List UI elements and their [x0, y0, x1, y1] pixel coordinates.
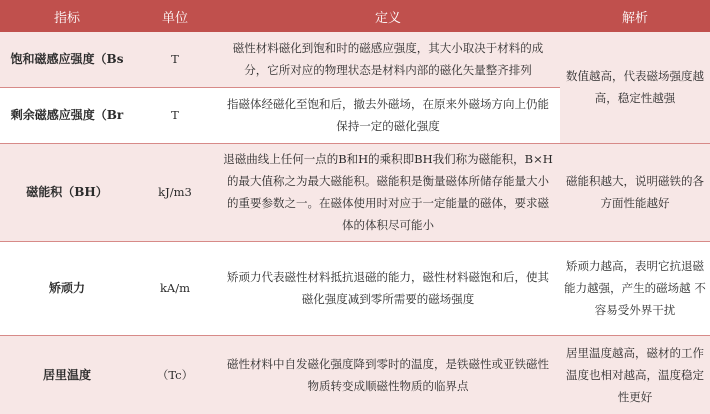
unit-cell: T: [134, 87, 216, 143]
analysis-cell: 数值越高，代表磁场强度越高，稳定性越强: [560, 32, 710, 143]
unit-cell: （Tc）: [134, 335, 216, 414]
indicator-cell: 居里温度: [0, 335, 134, 414]
unit-cell: kA/m: [134, 241, 216, 335]
definition-cell: 指磁体经磁化至饱和后，撤去外磁场，在原来外磁场方向上仍能保持一定的磁化强度: [216, 87, 560, 143]
definition-cell: 磁性材料磁化到饱和时的磁感应强度，其大小取决于材料的成分，它所对应的物理状态是材料内部的磁化矢量整齐排列: [216, 32, 560, 87]
table-row: [0, 335, 710, 414]
indicator-cell: 剩余磁感应强度（Br: [0, 87, 134, 143]
definition-cell: 退磁曲线上任何一点的B和H的乘积即BH我们称为磁能积，B×H的最大值称之为最大磁能积。磁能积是衡量磁体所储存能量大小的重要参数之一。在磁体使用时对应于一定能量的磁体，要求磁体的体积尽可能小: [216, 143, 560, 241]
table-row: [0, 143, 710, 241]
analysis-cell: 磁能积越大，说明磁铁的各方面性能越好: [560, 143, 710, 241]
analysis-cell: 矫顽力越高，表明它抗退磁能力越强，产生的磁场越 不容易受外界干扰: [560, 241, 710, 335]
indicator-cell: 磁能积（BH）: [0, 143, 134, 241]
header-analysis: 解析: [560, 0, 710, 32]
unit-cell: T: [134, 32, 216, 87]
unit-cell: kJ/m3: [134, 143, 216, 241]
indicator-cell: 矫顽力: [0, 241, 134, 335]
analysis-cell: 居里温度越高，磁材的工作温度也相对越高，温度稳定性更好: [560, 335, 710, 414]
table-header-row: [0, 0, 710, 32]
header-unit: 单位: [134, 0, 216, 32]
table-row: [0, 241, 710, 335]
header-indicator: 指标: [0, 0, 134, 32]
definition-cell: 磁性材料中自发磁化强度降到零时的温度，是铁磁性或亚铁磁性物质转变成顺磁性物质的临界点: [216, 335, 560, 414]
definition-cell: 矫顽力代表磁性材料抵抗退磁的能力，磁性材料磁饱和后，使其磁化强度减到零所需要的磁场强度: [216, 241, 560, 335]
header-definition: 定义: [216, 0, 560, 32]
indicator-cell: 饱和磁感应强度（Bs: [0, 32, 134, 87]
table-row: [0, 32, 710, 87]
